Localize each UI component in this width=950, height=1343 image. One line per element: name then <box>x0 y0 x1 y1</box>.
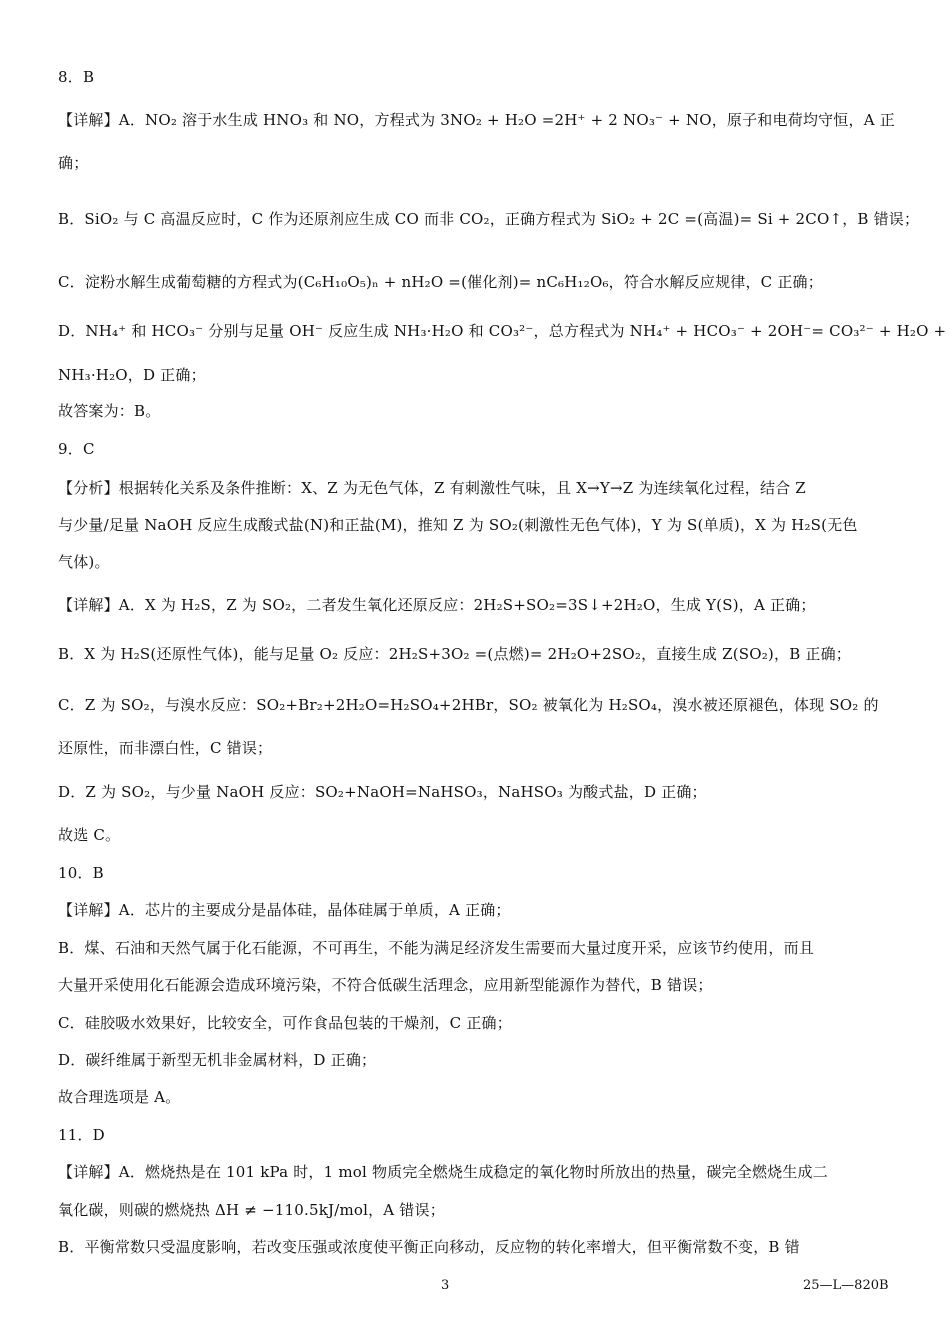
text-line: B．SiO₂ 与 C 高温反应时，C 作为还原剂应生成 CO 而非 CO₂，正确方程式为 SiO₂ + 2C =(高温)= Si + 2CO↑，B 错误； <box>58 210 920 228</box>
text-line: 【详解】A．芯片的主要成分是晶体硅，晶体硅属于单质，A 正确； <box>58 901 511 919</box>
text-line: 确； <box>58 154 89 172</box>
text-line: 【详解】A．NO₂ 溶于水生成 HNO₃ 和 NO，方程式为 3NO₂ + H₂O =2H⁺ + 2 NO₃⁻ + NO，原子和电荷均守恒，A 正 <box>58 111 895 129</box>
text-line: 故合理选项是 A。 <box>58 1088 181 1106</box>
text-line: NH₃·H₂O，D 正确； <box>58 366 206 384</box>
text-line: 氧化碳，则碳的燃烧热 ΔH ≠ −110.5kJ/mol，A 错误； <box>58 1201 445 1219</box>
text-line: D．NH₄⁺ 和 HCO₃⁻ 分别与足量 OH⁻ 反应生成 NH₃·H₂O 和 CO₃²⁻，总方程式为 NH₄⁺ + HCO₃⁻ + 2OH⁻= CO₃²⁻ + H₂O + <box>58 322 947 340</box>
text-line: B．X 为 H₂S(还原性气体)，能与足量 O₂ 反应：2H₂S+3O₂ =(点燃)= 2H₂O+2SO₂，直接生成 Z(SO₂)，B 正确； <box>58 645 851 663</box>
text-line: 【详解】A．燃烧热是在 101 kPa 时，1 mol 物质完全燃烧生成稳定的氧化物时所放出的热量，碳完全燃烧生成二 <box>58 1163 828 1181</box>
text-line: C．硅胶吸水效果好，比较安全，可作食品包装的干燥剂，C 正确； <box>58 1014 512 1032</box>
document-code: 25—L—820B <box>803 1278 889 1293</box>
text-line: D．碳纤维属于新型无机非金属材料，D 正确； <box>58 1051 377 1069</box>
text-line: 11．D <box>58 1126 105 1144</box>
text-line: 10．B <box>58 864 104 882</box>
text-line: 9．C <box>58 440 95 458</box>
text-line: 8．B <box>58 68 95 86</box>
text-line: B．平衡常数只受温度影响，若改变压强或浓度使平衡正向移动，反应物的转化率增大，但平衡常数不变，B 错 <box>58 1238 800 1256</box>
text-line: 与少量/足量 NaOH 反应生成酸式盐(N)和正盐(M)，推知 Z 为 SO₂(刺激性无色气体)，Y 为 S(单质)，X 为 H₂S(无色 <box>58 516 858 534</box>
text-line: C．Z 为 SO₂，与溴水反应：SO₂+Br₂+2H₂O=H₂SO₄+2HBr，SO₂ 被氧化为 H₂SO₄，溴水被还原褪色，体现 SO₂ 的 <box>58 696 879 714</box>
text-line: B．煤、石油和天然气属于化石能源，不可再生，不能为满足经济发生需要而大量过度开采，应该节约使用，而且 <box>58 939 815 957</box>
text-line: 故答案为：B。 <box>58 402 161 420</box>
text-line: 还原性，而非漂白性，C 错误； <box>58 739 273 757</box>
page-number: 3 <box>441 1278 450 1293</box>
text-line: 大量开采使用化石能源会造成环境污染，不符合低碳生活理念，应用新型能源作为替代，B 错误； <box>58 976 713 994</box>
text-line: D．Z 为 SO₂，与少量 NaOH 反应：SO₂+NaOH=NaHSO₃，NaHSO₃ 为酸式盐，D 正确； <box>58 783 707 801</box>
text-line: C．淀粉水解生成葡萄糖的方程式为(C₆H₁₀O₅)ₙ + nH₂O =(催化剂)= nC₆H₁₂O₆，符合水解反应规律，C 正确； <box>58 273 823 291</box>
text-line: 气体)。 <box>58 553 110 571</box>
text-line: 故选 C。 <box>58 826 121 844</box>
text-line: 【分析】根据转化关系及条件推断：X、Z 为无色气体，Z 有刺激性气味，且 X→Y→Z 为连续氧化过程，结合 Z <box>58 479 806 497</box>
text-line: 【详解】A．X 为 H₂S，Z 为 SO₂，二者发生氧化还原反应：2H₂S+SO₂=3S↓+2H₂O，生成 Y(S)，A 正确； <box>58 596 816 614</box>
